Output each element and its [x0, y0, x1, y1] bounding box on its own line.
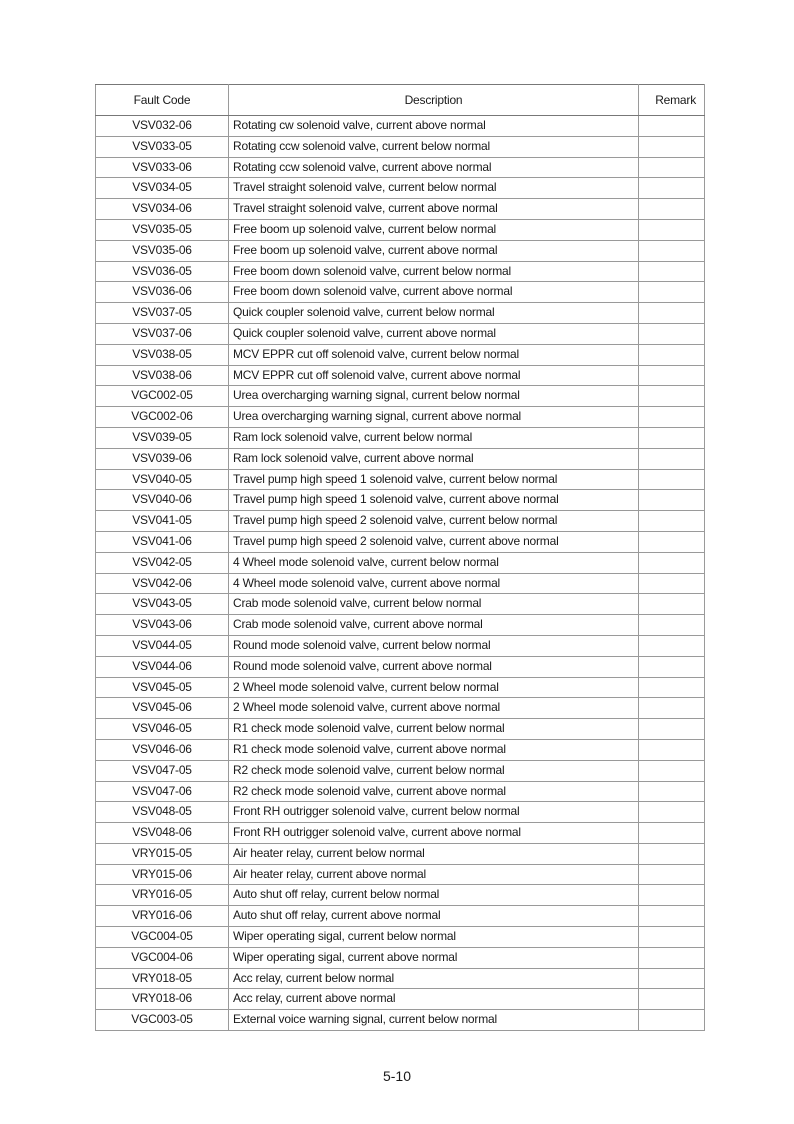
description-cell: Travel pump high speed 2 solenoid valve, current below normal — [229, 511, 639, 532]
description-cell: MCV EPPR cut off solenoid valve, current below normal — [229, 344, 639, 365]
description-cell: External voice warning signal, current below normal — [229, 1010, 639, 1031]
table-row — [96, 344, 705, 365]
remark-cell — [639, 656, 705, 677]
table-row — [96, 490, 705, 511]
remark-cell — [639, 469, 705, 490]
table-row — [96, 927, 705, 948]
table-row — [96, 760, 705, 781]
description-cell: R1 check mode solenoid valve, current below normal — [229, 719, 639, 740]
table-row — [96, 282, 705, 303]
remark-cell — [639, 427, 705, 448]
remark-cell — [639, 448, 705, 469]
table-row — [96, 573, 705, 594]
description-cell: 2 Wheel mode solenoid valve, current above normal — [229, 698, 639, 719]
description-cell: Wiper operating sigal, current below normal — [229, 927, 639, 948]
description-cell: Round mode solenoid valve, current below normal — [229, 635, 639, 656]
remark-cell — [639, 677, 705, 698]
description-cell: Acc relay, current below normal — [229, 968, 639, 989]
description-cell: MCV EPPR cut off solenoid valve, current above normal — [229, 365, 639, 386]
description-cell: R2 check mode solenoid valve, current below normal — [229, 760, 639, 781]
remark-cell — [639, 219, 705, 240]
fault-code-cell: VSV045-06 — [96, 698, 229, 719]
table-row — [96, 656, 705, 677]
fault-code-cell: VSV038-05 — [96, 344, 229, 365]
description-cell: Quick coupler solenoid valve, current above normal — [229, 323, 639, 344]
remark-cell — [639, 635, 705, 656]
fault-code-cell: VGC003-05 — [96, 1010, 229, 1031]
description-cell: Travel pump high speed 2 solenoid valve, current above normal — [229, 531, 639, 552]
fault-code-cell: VSV043-05 — [96, 594, 229, 615]
table-row — [96, 823, 705, 844]
description-cell: Crab mode solenoid valve, current above normal — [229, 615, 639, 636]
remark-cell — [639, 240, 705, 261]
description-cell: R1 check mode solenoid valve, current above normal — [229, 739, 639, 760]
remark-cell — [639, 823, 705, 844]
description-cell: 2 Wheel mode solenoid valve, current below normal — [229, 677, 639, 698]
table-row — [96, 947, 705, 968]
description-cell: Free boom down solenoid valve, current above normal — [229, 282, 639, 303]
table-row — [96, 261, 705, 282]
table-row — [96, 719, 705, 740]
table-row — [96, 407, 705, 428]
fault-code-table — [95, 84, 705, 1031]
remark-cell — [639, 1010, 705, 1031]
remark-cell — [639, 386, 705, 407]
header-remark: Remark — [639, 85, 705, 116]
header-fault-code: Fault Code — [96, 85, 229, 116]
remark-cell — [639, 906, 705, 927]
table-row — [96, 323, 705, 344]
description-cell: Rotating cw solenoid valve, current above normal — [229, 116, 639, 137]
description-cell: Front RH outrigger solenoid valve, current below normal — [229, 802, 639, 823]
description-cell: Quick coupler solenoid valve, current below normal — [229, 303, 639, 324]
description-cell: Free boom up solenoid valve, current below normal — [229, 219, 639, 240]
table-row — [96, 427, 705, 448]
fault-code-cell: VRY015-05 — [96, 843, 229, 864]
remark-cell — [639, 365, 705, 386]
remark-cell — [639, 573, 705, 594]
fault-code-cell: VSV036-06 — [96, 282, 229, 303]
description-cell: Rotating ccw solenoid valve, current below normal — [229, 136, 639, 157]
table-row — [96, 906, 705, 927]
table-row — [96, 303, 705, 324]
fault-code-cell: VSV033-06 — [96, 157, 229, 178]
fault-code-cell: VGC004-06 — [96, 947, 229, 968]
table-row — [96, 448, 705, 469]
fault-code-cell: VGC002-05 — [96, 386, 229, 407]
table-row — [96, 864, 705, 885]
table-row — [96, 802, 705, 823]
remark-cell — [639, 136, 705, 157]
fault-code-cell: VSV042-05 — [96, 552, 229, 573]
remark-cell — [639, 511, 705, 532]
fault-code-cell: VSV044-06 — [96, 656, 229, 677]
remark-cell — [639, 407, 705, 428]
fault-code-cell: VRY016-06 — [96, 906, 229, 927]
fault-code-cell: VSV034-06 — [96, 199, 229, 220]
description-cell: Auto shut off relay, current above normal — [229, 906, 639, 927]
fault-code-cell: VSV047-06 — [96, 781, 229, 802]
remark-cell — [639, 323, 705, 344]
remark-cell — [639, 927, 705, 948]
header-row — [96, 85, 705, 116]
fault-code-cell: VSV046-06 — [96, 739, 229, 760]
table-row — [96, 781, 705, 802]
fault-code-cell: VSV037-05 — [96, 303, 229, 324]
table-row — [96, 989, 705, 1010]
remark-cell — [639, 947, 705, 968]
fault-code-cell: VSV037-06 — [96, 323, 229, 344]
table-row — [96, 698, 705, 719]
remark-cell — [639, 802, 705, 823]
description-cell: Crab mode solenoid valve, current below normal — [229, 594, 639, 615]
remark-cell — [639, 490, 705, 511]
page-number: 5-10 — [382, 1068, 412, 1084]
remark-cell — [639, 303, 705, 324]
description-cell: Travel straight solenoid valve, current above normal — [229, 199, 639, 220]
remark-cell — [639, 864, 705, 885]
remark-cell — [639, 989, 705, 1010]
table-row — [96, 157, 705, 178]
table-row — [96, 615, 705, 636]
fault-code-cell: VSV038-06 — [96, 365, 229, 386]
fault-code-cell: VSV035-06 — [96, 240, 229, 261]
table-row — [96, 968, 705, 989]
description-cell: 4 Wheel mode solenoid valve, current below normal — [229, 552, 639, 573]
description-cell: Urea overcharging warning signal, current below normal — [229, 386, 639, 407]
remark-cell — [639, 282, 705, 303]
fault-code-cell: VSV047-05 — [96, 760, 229, 781]
table-row — [96, 365, 705, 386]
fault-code-cell: VSV043-06 — [96, 615, 229, 636]
remark-cell — [639, 760, 705, 781]
fault-code-cell: VSV048-06 — [96, 823, 229, 844]
description-cell: Travel straight solenoid valve, current below normal — [229, 178, 639, 199]
table-row — [96, 199, 705, 220]
remark-cell — [639, 781, 705, 802]
description-cell: Free boom up solenoid valve, current above normal — [229, 240, 639, 261]
fault-code-cell: VGC004-05 — [96, 927, 229, 948]
fault-code-cell: VRY016-05 — [96, 885, 229, 906]
remark-cell — [639, 261, 705, 282]
table-row — [96, 116, 705, 137]
remark-cell — [639, 157, 705, 178]
remark-cell — [639, 552, 705, 573]
table-row — [96, 219, 705, 240]
fault-code-cell: VSV036-05 — [96, 261, 229, 282]
description-cell: Front RH outrigger solenoid valve, current above normal — [229, 823, 639, 844]
table-row — [96, 1010, 705, 1031]
fault-code-cell: VGC002-06 — [96, 407, 229, 428]
fault-code-cell: VRY018-05 — [96, 968, 229, 989]
description-cell: Travel pump high speed 1 solenoid valve, current below normal — [229, 469, 639, 490]
remark-cell — [639, 531, 705, 552]
fault-code-cell: VSV039-05 — [96, 427, 229, 448]
fault-code-cell: VSV041-05 — [96, 511, 229, 532]
table-row — [96, 469, 705, 490]
description-cell: Free boom down solenoid valve, current below normal — [229, 261, 639, 282]
fault-code-cell: VRY018-06 — [96, 989, 229, 1010]
remark-cell — [639, 968, 705, 989]
table-row — [96, 511, 705, 532]
remark-cell — [639, 178, 705, 199]
fault-code-cell: VSV040-06 — [96, 490, 229, 511]
fault-code-cell: VSV039-06 — [96, 448, 229, 469]
fault-code-cell: VSV046-05 — [96, 719, 229, 740]
remark-cell — [639, 116, 705, 137]
description-cell: 4 Wheel mode solenoid valve, current above normal — [229, 573, 639, 594]
description-cell: Wiper operating sigal, current above normal — [229, 947, 639, 968]
table-row — [96, 635, 705, 656]
remark-cell — [639, 885, 705, 906]
remark-cell — [639, 594, 705, 615]
description-cell: R2 check mode solenoid valve, current above normal — [229, 781, 639, 802]
table-header — [96, 85, 705, 116]
header-description: Description — [229, 85, 639, 116]
description-cell: Travel pump high speed 1 solenoid valve, current above normal — [229, 490, 639, 511]
fault-code-cell: VSV032-06 — [96, 116, 229, 137]
table-row — [96, 739, 705, 760]
table-row — [96, 136, 705, 157]
table-row — [96, 531, 705, 552]
table-body — [96, 116, 705, 1031]
remark-cell — [639, 719, 705, 740]
table-row — [96, 594, 705, 615]
remark-cell — [639, 843, 705, 864]
fault-code-cell: VRY015-06 — [96, 864, 229, 885]
description-cell: Auto shut off relay, current below normal — [229, 885, 639, 906]
table-row — [96, 885, 705, 906]
description-cell: Rotating ccw solenoid valve, current above normal — [229, 157, 639, 178]
table-row — [96, 843, 705, 864]
fault-code-cell: VSV045-05 — [96, 677, 229, 698]
description-cell: Acc relay, current above normal — [229, 989, 639, 1010]
table-row — [96, 552, 705, 573]
fault-code-cell: VSV035-05 — [96, 219, 229, 240]
description-cell: Urea overcharging warning signal, current above normal — [229, 407, 639, 428]
fault-code-cell: VSV041-06 — [96, 531, 229, 552]
fault-code-cell: VSV034-05 — [96, 178, 229, 199]
fault-code-cell: VSV048-05 — [96, 802, 229, 823]
table-row — [96, 386, 705, 407]
description-cell: Ram lock solenoid valve, current below normal — [229, 427, 639, 448]
remark-cell — [639, 344, 705, 365]
remark-cell — [639, 615, 705, 636]
table-row — [96, 178, 705, 199]
remark-cell — [639, 739, 705, 760]
fault-code-cell: VSV033-05 — [96, 136, 229, 157]
remark-cell — [639, 698, 705, 719]
description-cell: Air heater relay, current below normal — [229, 843, 639, 864]
description-cell: Ram lock solenoid valve, current above normal — [229, 448, 639, 469]
fault-code-cell: VSV040-05 — [96, 469, 229, 490]
description-cell: Air heater relay, current above normal — [229, 864, 639, 885]
fault-code-cell: VSV044-05 — [96, 635, 229, 656]
table-row — [96, 240, 705, 261]
description-cell: Round mode solenoid valve, current above normal — [229, 656, 639, 677]
remark-cell — [639, 199, 705, 220]
table-row — [96, 677, 705, 698]
fault-code-cell: VSV042-06 — [96, 573, 229, 594]
